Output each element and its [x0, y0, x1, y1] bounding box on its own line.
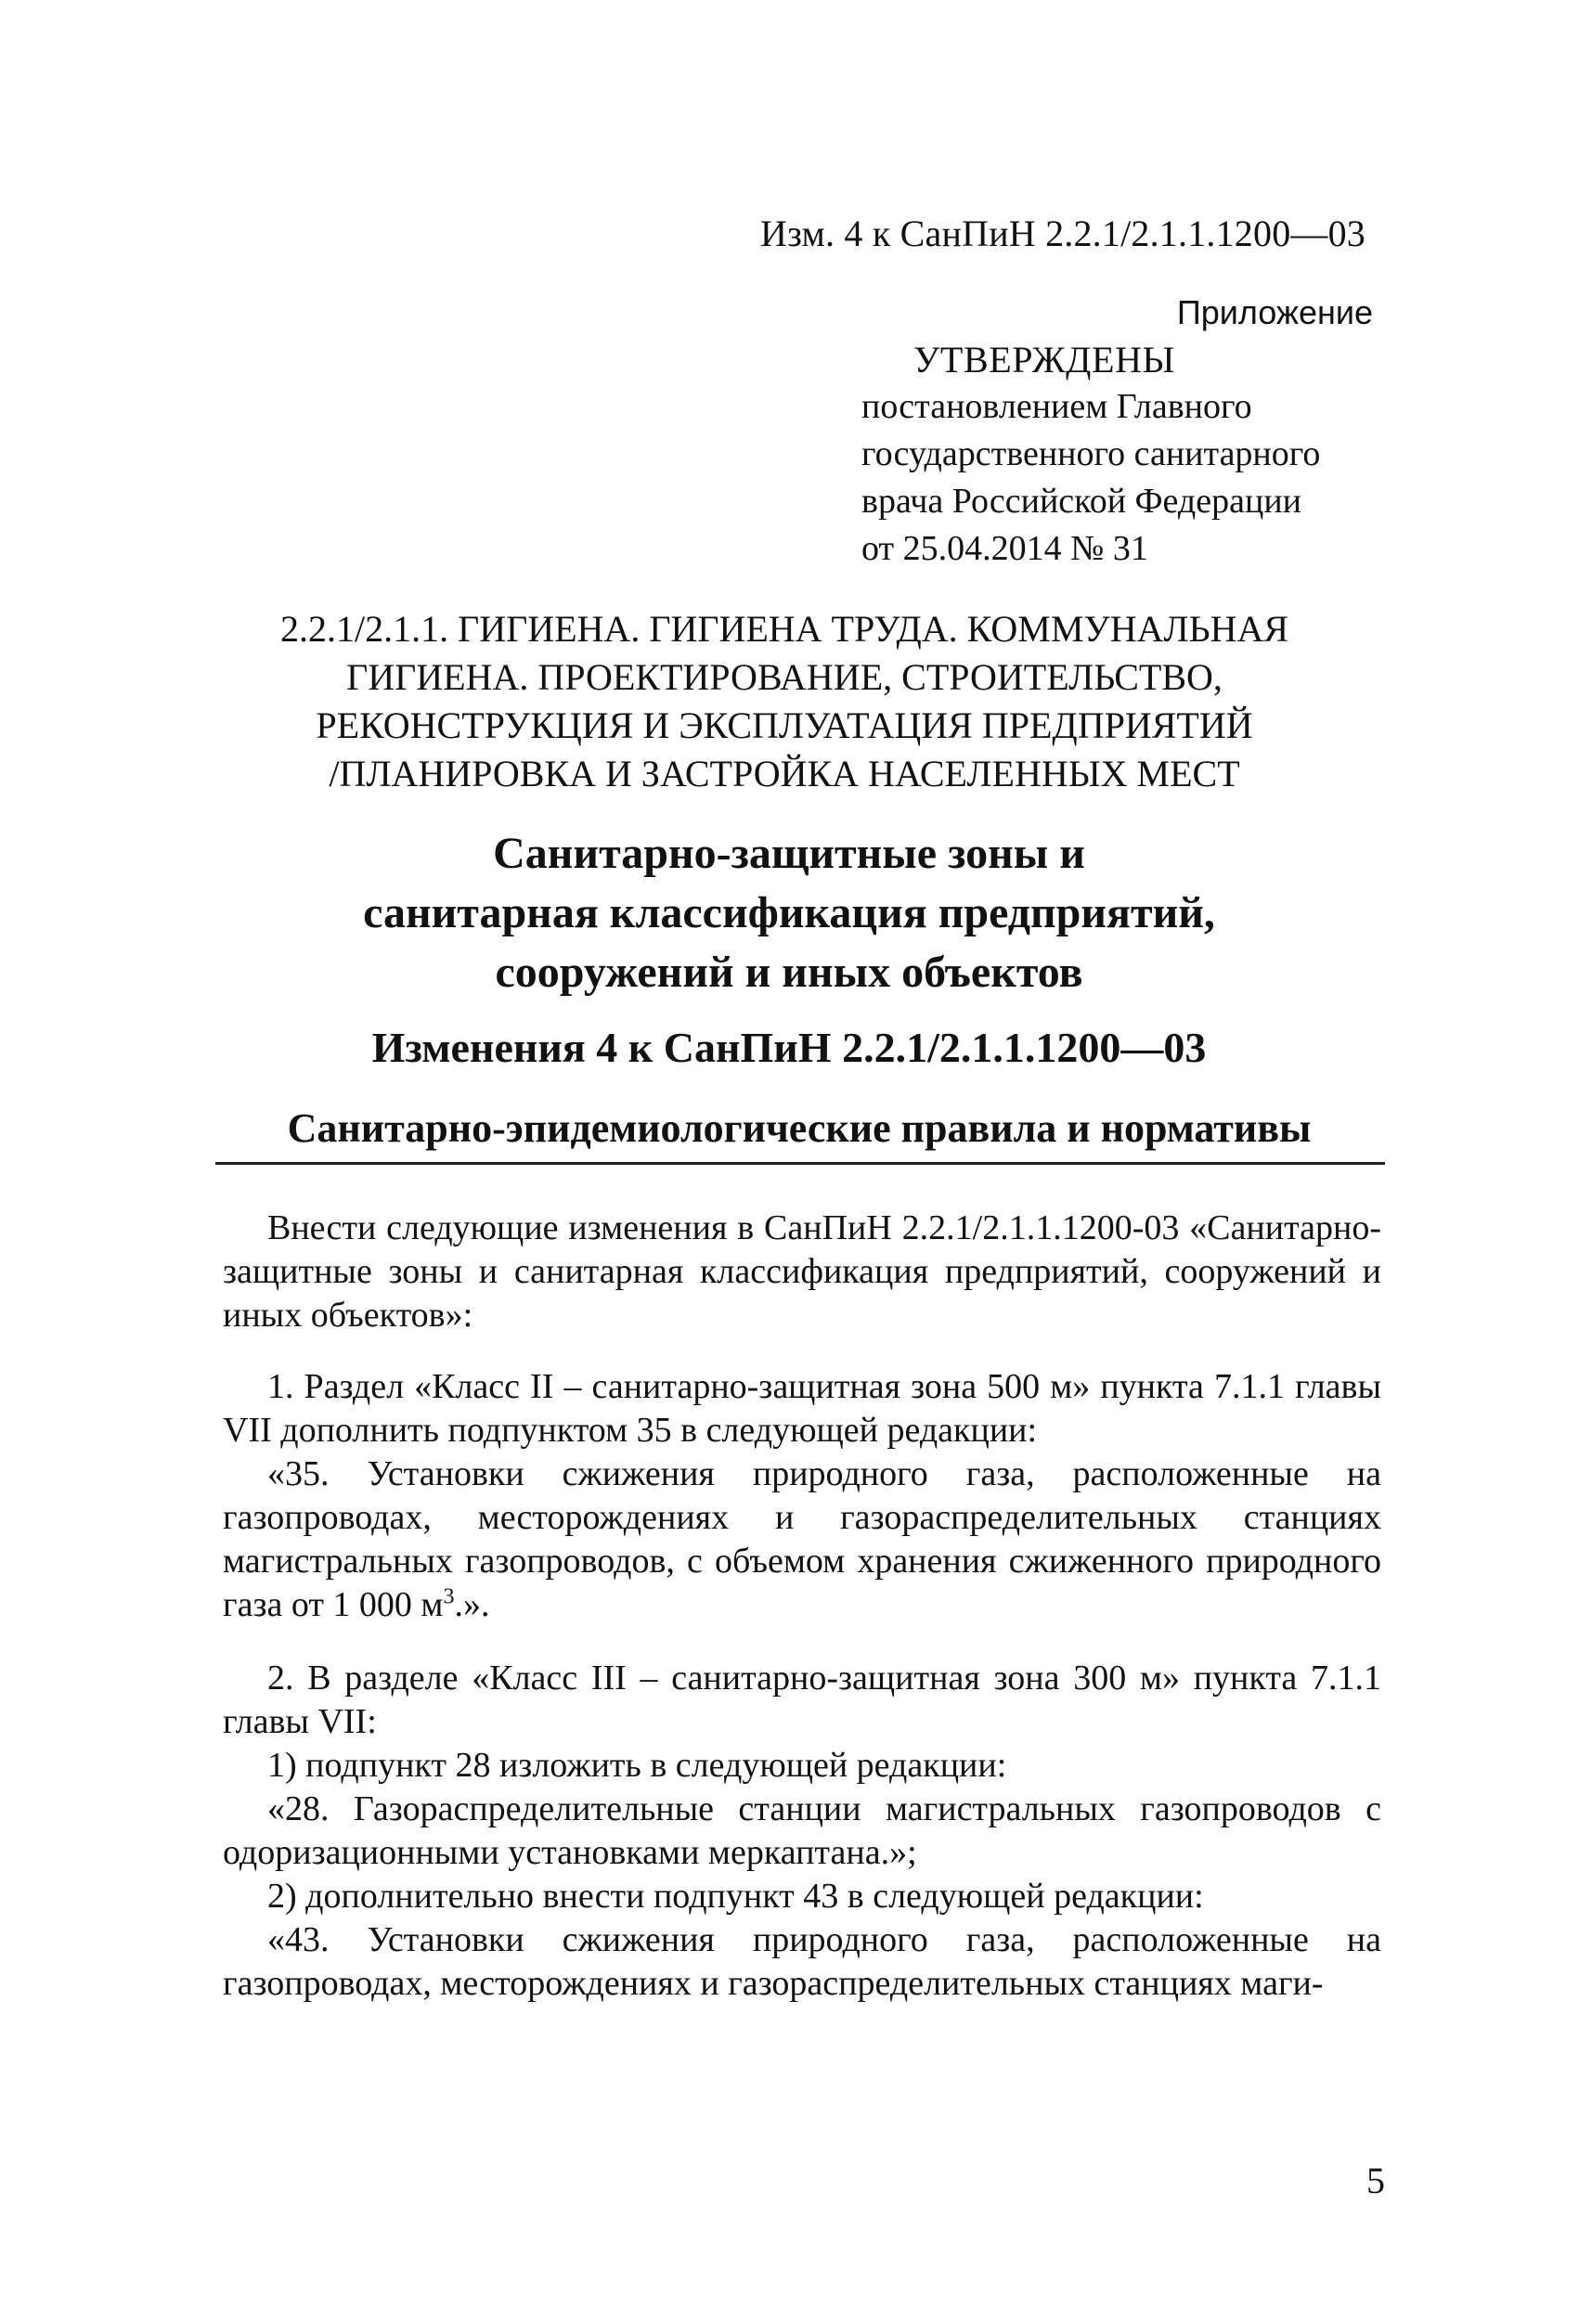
approved-label: УТВЕРЖДЕНЫ [913, 339, 1176, 381]
rules-heading: Санитарно-эпидемиологические правила и нормативы [287, 1105, 1312, 1151]
page-number: 5 [1366, 2160, 1385, 2201]
category-heading-line: /ПЛАНИРОВКА И ЗАСТРОЙКА НАСЕЛЕННЫХ МЕСТ [329, 753, 1240, 794]
item-1-quote-end: .». [454, 1585, 490, 1624]
amendment-reference: Изм. 4 к СанПиН 2.2.1/2.1.1.1200—03 [760, 213, 1365, 254]
document-title [232, 824, 1346, 1002]
item-2-subitem-1: 1) подпункт 28 изложить в следующей редакции: [267, 1746, 1007, 1785]
category-heading-line: ГИГИЕНА. ПРОЕКТИРОВАНИЕ, СТРОИТЕЛЬСТВО, [346, 656, 1223, 698]
approval-line: государственного санитарного [861, 434, 1321, 473]
item-2-subitem-1-quote: «28. Газораспределительные станции магистральных газопроводов с одоризационными установками меркаптана.»; [223, 1789, 1381, 1872]
body-text [223, 1207, 1381, 2006]
document-title-line: Санитарно-защитные зоны и [493, 829, 1085, 878]
intro-paragraph: Внести следующие изменения в СанПиН 2.2.1/2.1.1.1200-03 «Санитарно-защитные зоны и санитарная классификация предприятий, сооружений и иных объектов»: [223, 1208, 1381, 1335]
approval-line: постановлением Главного [861, 387, 1252, 426]
item-1-quote [223, 1452, 1381, 1627]
item-2-paragraph: 2. В разделе «Класс III – санитарно-защитная зона 300 м» пункта 7.1.1 главы VII: [223, 1659, 1381, 1741]
approval-line: врача Российской Федерации [861, 482, 1301, 521]
document-title-line: сооружений и иных объектов [495, 948, 1083, 997]
cubic-superscript: 3 [443, 1584, 455, 1609]
approval-block [861, 336, 1381, 573]
approval-date-number: от 25.04.2014 № 31 [861, 529, 1148, 568]
item-2-subitem-2-quote: «43. Установки сжижения природного газа, расположенные на газопроводах, месторождениях и газораспределительных станциях маги- [223, 1920, 1381, 2003]
item-1-quote-text: «35. Установки сжижения природного газа, расположенные на газопроводах, месторождениях и газораспределительных станциях магистральных газопроводов, с объемом хранения сжиженного природного газа от 1 000 м [223, 1454, 1381, 1624]
heading-divider [215, 1162, 1385, 1165]
category-heading-line: 2.2.1/2.1.1. ГИГИЕНА. ГИГИЕНА ТРУДА. КОММУНАЛЬНАЯ [279, 608, 1289, 650]
item-2-subitem-2: 2) дополнительно внести подпункт 43 в следующей редакции: [267, 1877, 1204, 1916]
category-heading-line: РЕКОНСТРУКЦИЯ И ЭКСПЛУАТАЦИЯ ПРЕДПРИЯТИЙ [316, 704, 1253, 746]
category-heading [186, 605, 1383, 798]
changes-heading: Изменения 4 к СанПиН 2.2.1/2.1.1.1200—03 [371, 1024, 1207, 1071]
appendix-label: Приложение [1176, 293, 1373, 331]
item-1-paragraph: 1. Раздел «Класс II – санитарно-защитная зона 500 м» пункта 7.1.1 главы VII дополнить подпунктом 35 в следующей редакции: [223, 1367, 1381, 1450]
document-title-line: санитарная классификация предприятий, [363, 888, 1215, 937]
